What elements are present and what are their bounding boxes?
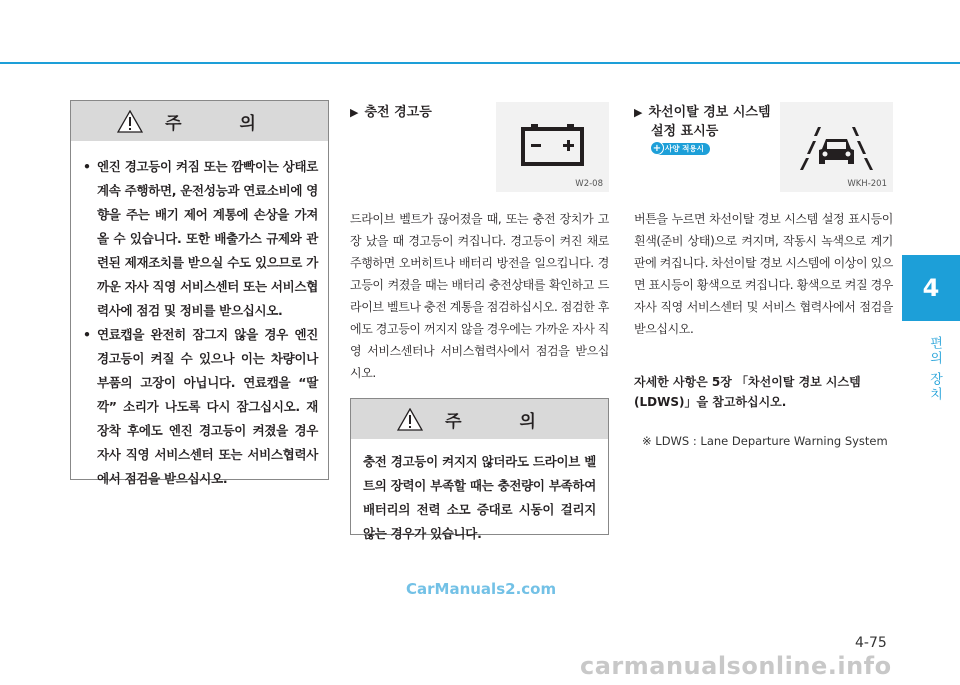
caution-title: 주 의 bbox=[165, 113, 282, 134]
warning-triangle-icon bbox=[117, 110, 143, 133]
chapter-tab: 4 bbox=[902, 255, 960, 321]
ldws-abbreviation-note: ※ LDWS : Lane Departure Warning System bbox=[642, 434, 888, 448]
ldws-reference: 자세한 사항은 5장 「차선이탈 경보 시스템(LDWS)」을 참고하십시오. bbox=[634, 375, 861, 409]
triangle-right-icon: ▶ bbox=[350, 106, 359, 119]
lane-departure-image bbox=[780, 102, 893, 192]
caution-text: 충전 경고등이 켜지지 않더라도 드라이브 벨트의 장력이 부족할 때는 충전량이 부족하여 배터리의 전력 소모 증대로 시동이 걸리지 않는 경우가 있습니다. bbox=[363, 454, 596, 541]
triangle-right-icon: ▶ bbox=[634, 106, 643, 119]
watermark-secondary: carmanualsonline.info bbox=[580, 652, 892, 680]
warning-triangle-icon bbox=[397, 408, 423, 431]
icon-code: W2-08 bbox=[575, 179, 603, 189]
caution-box-engine bbox=[70, 100, 329, 486]
caution-title: 주 의 bbox=[445, 411, 562, 432]
option-badge: + 사양 적용시 bbox=[652, 143, 710, 155]
caution-header bbox=[71, 101, 328, 141]
ldws-description: 버튼을 누르면 차선이탈 경보 시스템 설정 표시등이 흰색(준비 상태)으로 켜지며, 작동시 녹색으로 계기판에 켜집니다. 차선이탈 경보 시스템에 이상이 있으면 표시등이 황색으로 켜집니다. 황색으로 켜질 경우 자사 직영 서비스센터 및 서비스 협력사에서 점검을 받으십시오. bbox=[634, 212, 893, 336]
chapter-name: 편의 장치 bbox=[927, 336, 942, 403]
caution-box-charging bbox=[350, 398, 609, 541]
charging-description: 드라이브 벨트가 끊어졌을 때, 또는 충전 장치가 고장 났을 때 경고등이 켜집니다. 경고등이 켜진 채로 주행하면 오버히트나 배터리 방전을 일으킵니다. 경고등이 켜졌을 때는 배터리 충전상태를 확인하고 드라이브 벨트나 충전 계통을 점검하십시오. 점검한 후에도 경고등이 꺼지지 않을 경우에는 가까운 자사 직영 서비스센터나 서비스협력사에서 점검을 받으십시오. bbox=[350, 212, 609, 380]
caution-item: • 연료캡을 완전히 잠그지 않을 경우 엔진 경고등이 켜질 수 있으나 이는 차량이나 부품의 고장이 아닙니다. 연료캡을 “딸깍” 소리가 나도록 다시 잠그십시오. 재 장착 후에도 엔진 경고등이 켜졌을 경우 자사 직영 서비스센터 또는 서비스협력사에서 점검을 받으십시오. bbox=[81, 323, 318, 491]
section-heading-charging: ▶ 충전 경고등 bbox=[350, 105, 432, 120]
icon-code: WKH-201 bbox=[847, 179, 887, 189]
caution-list bbox=[71, 141, 328, 491]
caution-header bbox=[351, 399, 608, 439]
plus-icon: + bbox=[650, 141, 664, 155]
page-number: 4-75 bbox=[855, 635, 887, 651]
watermark-primary[interactable]: CarManuals2.com bbox=[406, 580, 557, 598]
section-heading-ldws: ▶ 차선이탈 경보 시스템 설정 표시등 bbox=[634, 105, 771, 139]
battery-warning-image bbox=[496, 102, 609, 192]
header-rule bbox=[0, 62, 960, 64]
caution-item: • 엔진 경고등이 켜짐 또는 깜빡이는 상태로 계속 주행하면, 운전성능과 연료소비에 영향을 주는 배기 제어 계통에 손상을 가져올 수 있습니다. 또한 배출가스 규제와 관련된 제재조치를 받으실 수도 있으므로 가까운 자사 직영 서비스센터 또는 서비스협력사에 점검 및 정비를 받으십시오. bbox=[81, 155, 318, 323]
